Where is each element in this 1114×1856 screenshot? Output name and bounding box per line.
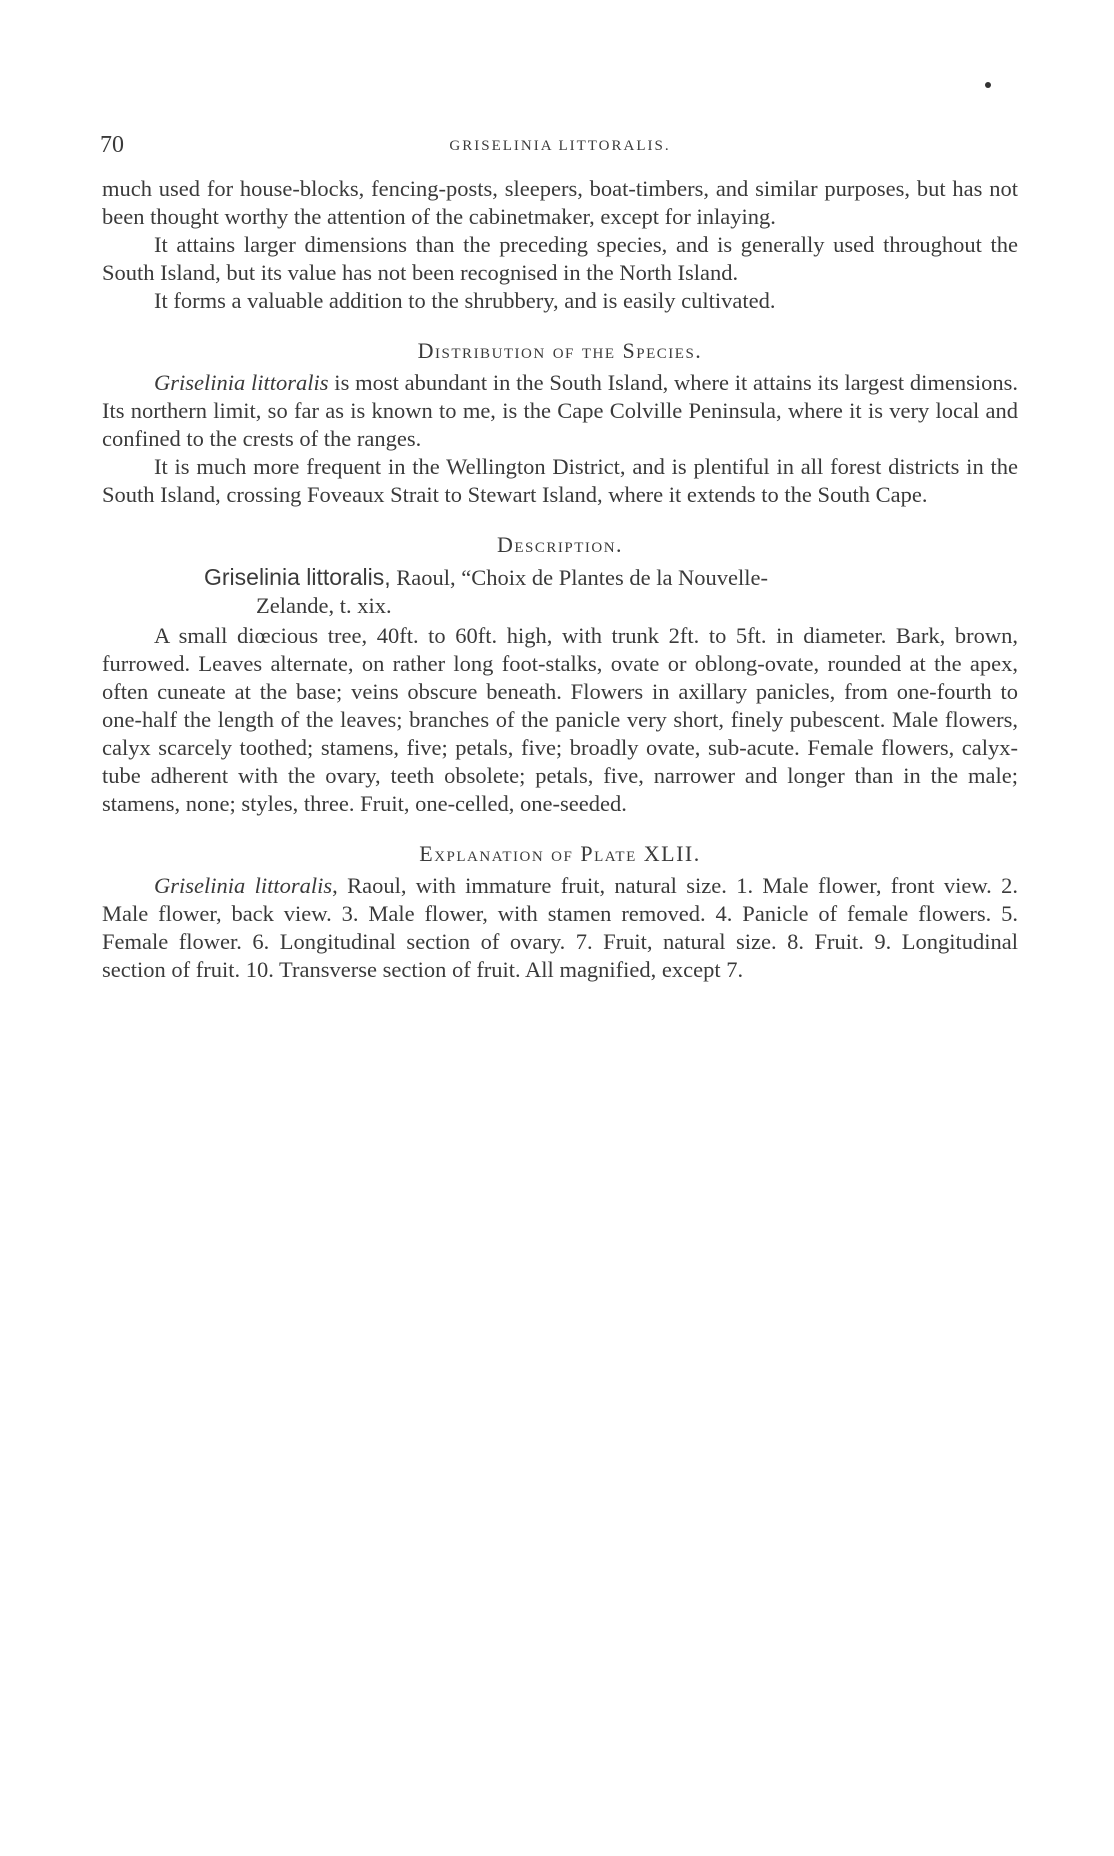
intro-paragraph-3: It forms a valuable addition to the shrubbery, and is easily cultivated. [154,288,776,313]
explanation-heading: Explanation of Plate XLII. [419,841,701,866]
species-entry-authority: Raoul, “Choix de Plantes de la Nouvelle- [390,565,769,590]
species-entry-name: Griselinia littoralis, [204,564,391,590]
distribution-paragraph-1 [102,369,1018,453]
description-heading: Description. [496,532,624,557]
page-header [100,132,1020,160]
explanation-paragraph [102,872,1018,984]
description-paragraph: A small diœcious tree, 40ft. to 60ft. high, with trunk 2ft. to 5ft. in diameter. Bark, brown, furrowed. Leaves alternate, on rather long foot-stalks, ovate or oblong-ovate, rounded at the apex, often cuneate at the base; veins obscure beneath. Flowers in axillary panicles, from one-fourth to one-half the length of the leaves; branches of the panicle very short, finely pubescent. Male flowers, calyx scarcely toothed; stamens, five; petals, five; broadly ovate, sub-acute. Female flowers, calyx-tube adherent with the ovary, teeth obsolete; petals, five, narrower and longer than in the male; stamens, none; styles, three. Fruit, one-celled, one-seeded. [102,623,1018,816]
speck-mark [985,82,991,88]
species-entry-authority-line-2: Zelande, t. xix. [256,593,392,618]
distribution-paragraph-2: It is much more frequent in the Wellington District, and is plentiful in all forest districts in the South Island, crossing Foveaux Strait to Stewart Island, where it extends to the South Cape. [102,454,1018,507]
species-entry-continuation [102,592,1018,620]
body-text [102,175,1018,984]
intro-paragraph-1: much used for house-blocks, fencing-posts, sleepers, boat-timbers, and similar purposes, but has not been thought worthy the attention of the cabinetmaker, except for inlaying. [102,176,1018,229]
distribution-heading: Distribution of the Species. [417,338,703,363]
running-head: GRISELINIA LITTORALIS. [449,138,671,154]
species-name-italic: Griselinia littoralis [154,370,329,395]
distribution-paragraph-1-text: is most abundant in the South Island, where it attains its largest dimensions. Its northern limit, so far as is known to me, is the Cape Colville Peninsula, where it is very local and confined to the crests of the ranges. [102,370,1018,451]
intro-paragraph-2: It attains larger dimensions than the preceding species, and is generally used throughout the South Island, but its value has not been recognised in the North Island. [102,232,1018,285]
explanation-species-italic: Griselinia littoralis [154,873,333,898]
species-entry [102,563,1018,592]
explanation-text: , Raoul, with immature fruit, natural size. 1. Male flower, front view. 2. Male flower, back view. 3. Male flower, with stamen removed. 4. Panicle of female flowers. 5. Female flower. 6. Longitudinal section of ovary. 7. Fruit, natural size. 8. Fruit. 9. Longitudinal section of fruit. 10. Transverse section of fruit. All magnified, except 7. [102,873,1018,982]
page-number: 70 [100,132,124,158]
